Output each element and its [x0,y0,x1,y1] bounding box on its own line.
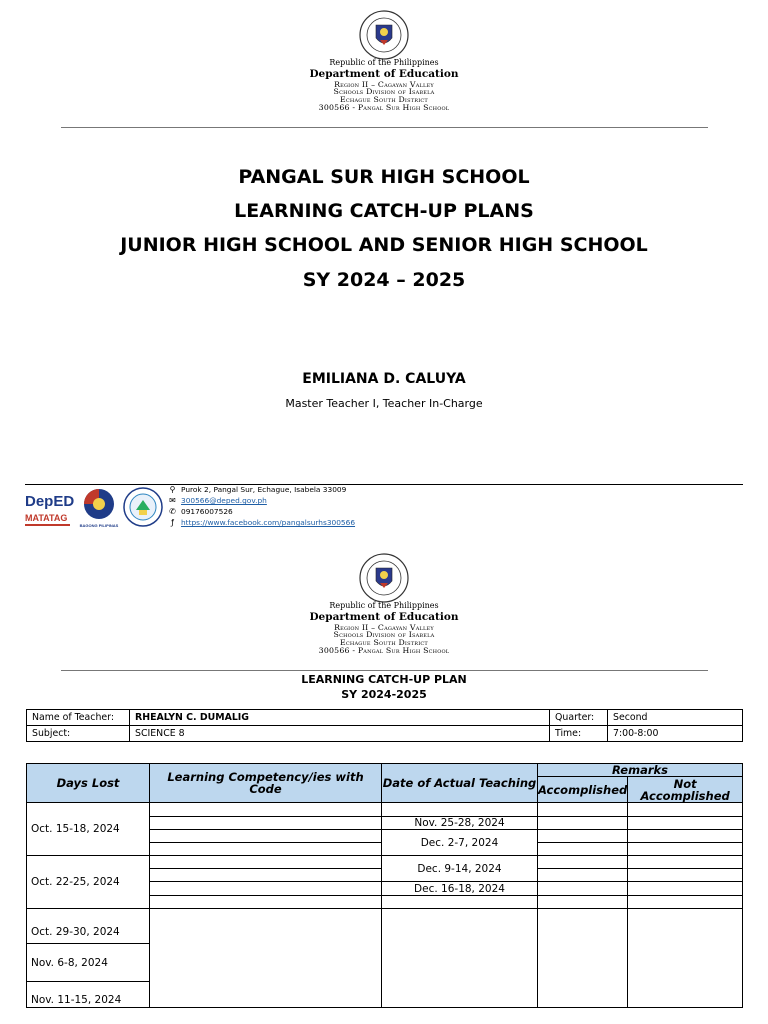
school-line-text: 300566 - Pangal Sur High School [318,645,450,655]
col-remarks: Remarks [538,764,743,777]
region-text: Region II – Cagayan Valley [334,622,434,632]
table-row [27,803,743,817]
footer-divider [25,484,743,485]
days-lost-cell: Oct. 29-30, 2024 [27,909,150,944]
bagong-pilipinas-caption: BAGONG PILIPINAS [79,523,119,528]
address-text: Purok 2, Pangal Sur, Echague, Isabela 33009 [181,485,347,495]
col-accomplished: Accomplished [538,777,628,803]
republic-text: Republic of the Philippines [329,58,439,67]
location-pin-icon: ⚲ [169,485,176,494]
matatag-logo-text: MATATAG [25,513,68,523]
subject-label: Subject: [27,726,130,742]
envelope-icon: ✉ [169,496,176,505]
school-seal-icon [124,488,162,526]
quarter-label: Quarter: [550,710,608,726]
republic-text: Republic of the Philippines [329,601,439,610]
days-lost-cell: Oct. 22-25, 2024 [27,856,150,909]
header-divider [61,127,708,128]
col-not-accomplished: Not Accomplished [628,777,743,803]
email-line [168,497,267,505]
days-lost-cell: Nov. 11-15, 2024 [27,982,150,1008]
deped-logo-text: DepED [25,493,75,510]
facebook-icon: ƒ [171,518,174,527]
subject-value: SCIENCE 8 [130,726,550,742]
division-text: Schools Division of Isabela [333,87,435,97]
phone-icon: ✆ [169,507,176,516]
days-lost-cell: Oct. 15-18, 2024 [27,803,150,856]
table-row [27,726,743,742]
teacher-label: Name of Teacher: [27,710,130,726]
teacher-info-table [26,709,743,742]
actual-date-cell: Dec. 2-7, 2024 [382,830,538,856]
district-text: Echague South District [340,638,428,648]
signatory-role: Master Teacher I, Teacher In-Charge [285,397,483,410]
actual-date-cell: Nov. 25-28, 2024 [382,817,538,830]
catch-up-table [26,763,743,1008]
table-row [27,710,743,726]
signatory-name: EMILIANA D. CALUYA [302,371,466,387]
cover-line-3: JUNIOR HIGH SCHOOL AND SENIOR HIGH SCHOOL [120,234,648,256]
division-text: Schools Division of Isabela [333,630,435,640]
department-text: Department of Education [309,611,459,623]
time-label: Time: [550,726,608,742]
region-text: Region II – Cagayan Valley [334,79,434,89]
deped-seal-icon [359,553,409,603]
email-link[interactable]: 300566@deped.gov.ph [181,496,267,506]
plan-school-year: SY 2024-2025 [341,688,427,701]
address-line [168,486,346,494]
actual-date-cell: Dec. 9-14, 2024 [382,856,538,882]
teacher-value: RHEALYN C. DUMALIG [130,710,550,726]
bagong-pilipinas-logo-icon [80,489,119,528]
school-line-text: 300566 - Pangal Sur High School [318,102,450,112]
cover-line-1: PANGAL SUR HIGH SCHOOL [238,166,530,188]
col-competency: Learning Competency/ies with Code [150,764,382,803]
phone-text: 09176007526 [181,507,233,517]
deped-seal-icon [359,10,409,60]
cover-line-2: LEARNING CATCH-UP PLANS [234,200,534,222]
col-date-actual: Date of Actual Teaching [382,764,538,803]
table-row [27,856,743,869]
days-lost-cell: Nov. 6-8, 2024 [27,944,150,982]
department-text: Department of Education [309,68,459,80]
table-row [27,909,743,944]
footer-logos [25,486,165,530]
header-divider [61,670,708,671]
quarter-value: Second [608,710,743,726]
cover-line-4: SY 2024 – 2025 [302,269,466,291]
time-value: 7:00-8:00 [608,726,743,742]
district-text: Echague South District [340,95,428,105]
actual-date-cell: Dec. 16-18, 2024 [382,882,538,896]
table-header-row [27,764,743,777]
plan-title: LEARNING CATCH-UP PLAN [301,673,467,686]
facebook-link[interactable]: https://www.facebook.com/pangalsurhs300566 [181,518,356,528]
col-days-lost: Days Lost [27,764,150,803]
deped-matatag-logo-icon [25,493,74,526]
phone-line [168,508,233,516]
facebook-line [168,519,355,527]
